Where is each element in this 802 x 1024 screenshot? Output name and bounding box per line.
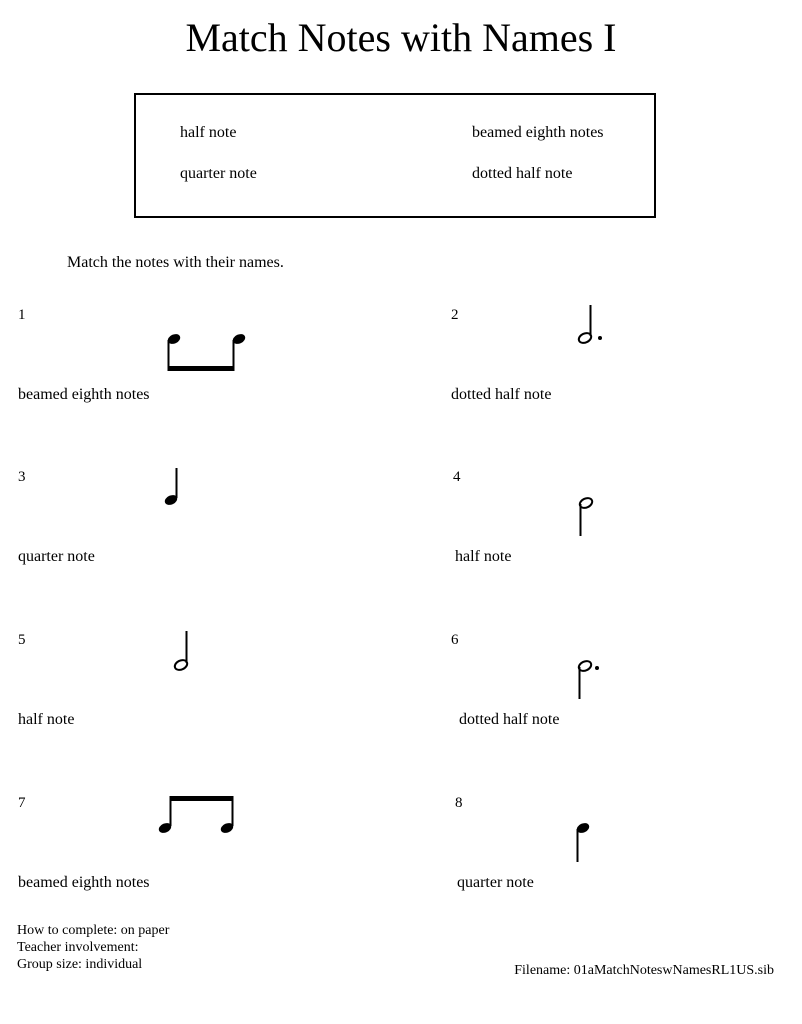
- filename: Filename: 01aMatchNoteswNamesRL1US.sib: [514, 963, 774, 978]
- item-number: 7: [18, 795, 26, 811]
- word-bank-item: beamed eighth notes: [472, 124, 604, 141]
- page-title: Match Notes with Names I: [185, 15, 617, 60]
- instructions: Match the notes with their names.: [67, 254, 284, 271]
- word-bank-item: half note: [180, 124, 237, 141]
- teacher-involvement: Teacher involvement:: [17, 940, 139, 955]
- item-number: 5: [18, 632, 26, 648]
- answer-label: beamed eighth notes: [18, 386, 150, 403]
- quarter-note-icon: [160, 465, 200, 515]
- group-size: Group size: individual: [17, 957, 143, 972]
- answer-label: half note: [18, 711, 75, 728]
- answer-label: quarter note: [457, 874, 534, 891]
- item-number: 4: [453, 469, 461, 485]
- word-bank-item: quarter note: [180, 165, 257, 182]
- dotted-half-note-icon: [571, 653, 611, 703]
- word-bank-item: dotted half note: [472, 165, 573, 182]
- answer-label: dotted half note: [451, 386, 552, 403]
- half-note-icon: [170, 628, 210, 678]
- answer-label: half note: [455, 548, 512, 565]
- item-number: 2: [451, 307, 459, 323]
- half-note-icon: [572, 490, 612, 540]
- dotted-half-note-icon: [575, 302, 615, 352]
- item-number: 6: [451, 632, 459, 648]
- answer-label: quarter note: [18, 548, 95, 565]
- answer-label: beamed eighth notes: [18, 874, 150, 891]
- item-number: 1: [18, 307, 26, 323]
- how-to-complete: How to complete: on paper: [17, 923, 170, 938]
- quarter-note-icon: [570, 815, 610, 865]
- beamed-eighth-notes-icon: [150, 795, 240, 840]
- beamed-eighth-notes-icon: [160, 328, 250, 378]
- footer-info: [17, 922, 169, 973]
- answer-label: dotted half note: [459, 711, 560, 728]
- item-number: 8: [455, 795, 463, 811]
- item-number: 3: [18, 469, 26, 485]
- word-bank-box: [134, 93, 656, 218]
